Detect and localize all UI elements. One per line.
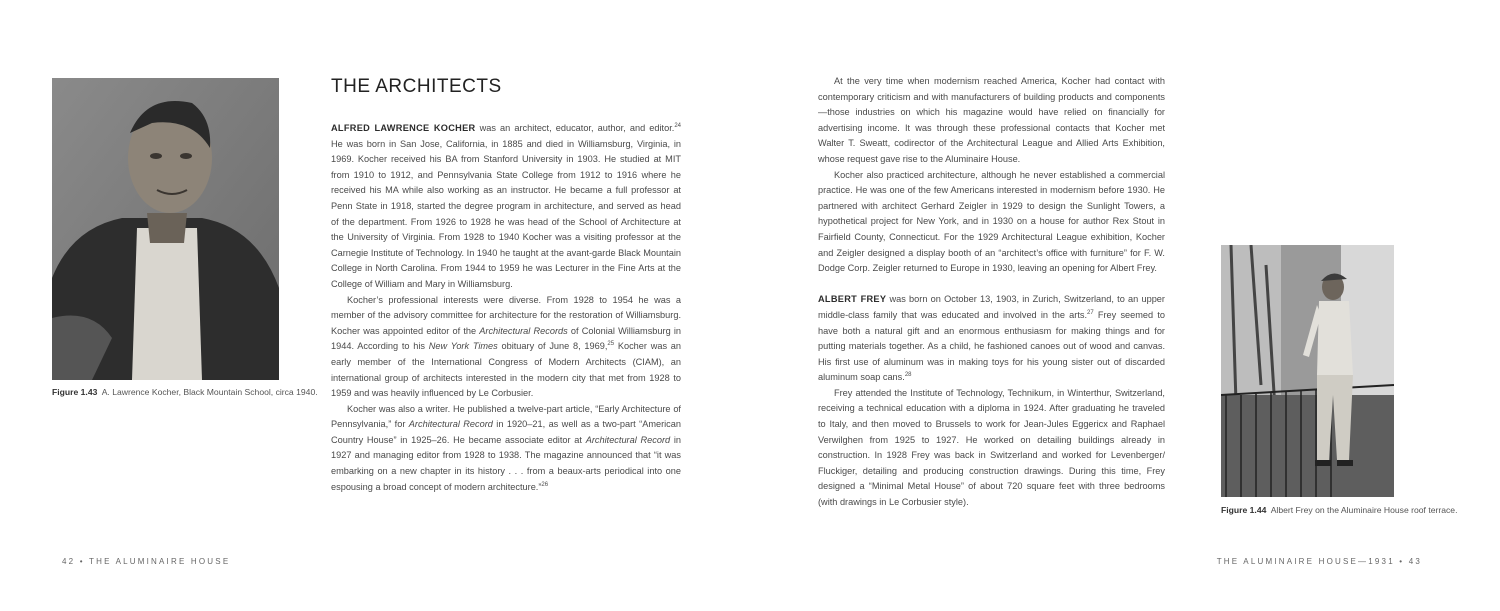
footnote-ref: 26 [541,481,549,488]
figure-1-43-caption [52,387,318,398]
text-run: in 1927 and managing editor from 1928 to 1938. The magazine announced that “it was embarking on a new chapter in its history . . . from a beaux-arts periodical into one espousing a broad concept of modern architecture.” [331,434,681,492]
paragraph [818,386,1165,511]
paragraph [818,168,1165,277]
text-run: Kocher was also a writer. He published a twelve-part article, “Early Architecture of Pennsylvania,” for [331,403,681,430]
footnote-ref: 25 [607,341,615,348]
text-run: At the very time when modernism reached America, Kocher had contact with contemporary criticism and with manufacturers of building products and components—those industries on which his magazine would have relied on financially for advertising income. It was through these professional contacts that Kocher met Walter T. Sweatt, codirector of the Architectural League and Allied Arts Exhibition, whose request gave rise to the Aluminaire House. [818,76,1165,164]
section-heading: THE ARCHITECTS [331,76,502,97]
right-folio: THE ALUMINAIRE HOUSE—1931 • 43 [1216,557,1422,566]
biography-name: ALBERT FREY [818,294,887,305]
frey-portrait-photo [1221,245,1394,497]
text-run: was an architect, educator, author, and editor. [475,123,675,133]
text-run: Frey attended the Institute of Technology, Technikum, in Winterthur, Switzerland, receiving a technical education with a diploma in 1924. After graduating he traveled to Italy, and then moved to Brussels to work for Jean-Jules Eggericx and Raphael Verwilghen from 1925 to 1927. He worked on detailing buildings already in construction. In 1928 Frey was back in Switzerland and worked for Levenberger/ Fluckiger, detailing and producing construction drawings. During this time, Frey designed a “Minimal Metal House” of about 720 square feet with three bedrooms (with drawings in Le Corbusier style). [818,387,1165,508]
text-run: Kocher’s professional interests were diverse. From 1928 to 1954 he was a member of the advisory committee for architecture for the restoration of Williamsburg. Kocher was appointed editor of the [331,294,681,336]
paragraph [331,293,681,402]
text-run: He was born in San Jose, California, in 1885 and died in Williamsburg, Virginia, in 1969. Kocher received his BA from Stanford University in 1903. He studied at MIT from 1910 to 1912, and Pennsylvania State College from 1912 to 1916 where he received his MA while also working as an instructor. He became a full professor at Penn State in 1918, started the degree program in architecture, and served as head of the department. From 1926 to 1928 he was head of the School of Architecture at the University of Virginia. From 1928 to 1940 Kocher was a visiting professor at the Carnegie Institute of Technology. In 1940 he taught at the avant-garde Black Mountain College in North Carolina. From 1944 to 1959 he was Lecturer in the Fine Arts at the College of William and Mary in Williamsburg. [331,138,681,289]
text-run: Kocher was an early member of the International Congress of Modern Architects (CIAM), an international group of architects interested in the modern city that met from 1928 to 1959 and was heavily influenced by Le Corbusier. [331,341,681,399]
paragraph [818,74,1165,168]
frey-roof-terrace-illustration [1221,245,1394,497]
text-run: Frey seemed to have both a natural gift and an enormous enthusiasm for making things and for putting materials together. As a child, he fashioned canoes out of wood and canvas. His first use of aluminum was in making toys for his young sister out of discarded aluminum soap cans. [818,309,1165,383]
publication-title: Architectural Record [408,419,493,430]
footnote-ref: 27 [1087,309,1094,316]
text-run: of Colonial Williamsburg in 1944. According to his [331,325,681,352]
figure-caption-text: A. Lawrence Kocher, Black Mountain School, circa 1940. [101,387,318,397]
text-run: in 1920–21, as well as a two-part “American Country House” in 1925–26. He became associate editor at [331,419,681,445]
right-text-column [818,74,1165,511]
paragraph [331,121,681,293]
figure-1-44-caption [1221,505,1457,516]
figure-number: Figure 1.43 [52,387,98,397]
left-text-column [331,121,681,495]
kocher-portrait-illustration [52,78,279,380]
figure-caption-text: Albert Frey on the Aluminaire House roof terrace. [1270,505,1458,515]
text-run: Kocher also practiced architecture, although he never established a commercial practice. He was one of the few Americans interested in modernism before 1930. He partnered with architect Gerhard Zeigler in 1929 to design the Sunlight Towers, a hypothetical project for New York, and in 1930 on a house for author Rex Stout in Fairfield County, Connecticut. For the 1929 Architectural League exhibition, Kocher and Zeigler designed a display booth of an “architect’s office with furniture” for F. W. Dodge Corp. Zeigler returned to Europe in 1930, leaving an opening for Albert Frey. [818,169,1165,274]
biography-name: ALFRED LAWRENCE KOCHER [331,123,476,133]
left-folio: 42 • THE ALUMINAIRE HOUSE [62,557,231,566]
footnote-ref: 24 [674,122,681,129]
publication-title: New York Times [428,341,498,352]
text-run: was born on October 13, 1903, in Zurich, Switzerland, to an upper middle-class family that was educated and involved in the arts. [818,294,1165,320]
kocher-portrait-photo [52,78,279,380]
footnote-ref: 28 [904,372,912,379]
paragraph [331,402,681,496]
publication-title: Architectural Records [479,325,568,336]
publication-title: Architectural Record [585,434,671,445]
figure-number: Figure 1.44 [1221,505,1267,515]
paragraph [818,292,1165,386]
text-run: obituary of June 8, 1969, [497,341,608,352]
